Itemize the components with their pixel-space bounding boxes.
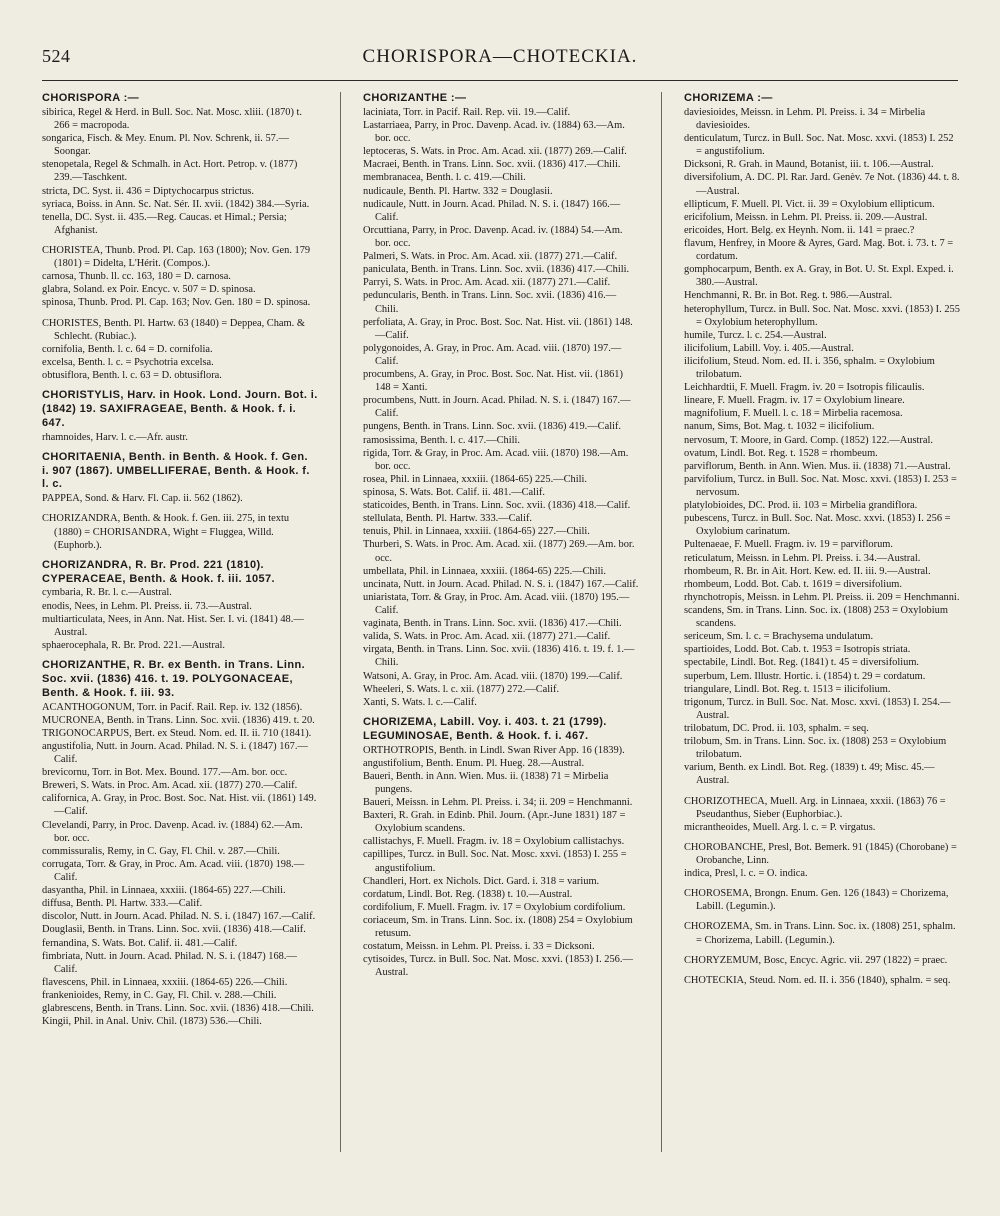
species-entry: rhombeum, R. Br. in Ait. Hort. Kew. ed. II. iii. 9.—Austral. xyxy=(684,565,931,577)
genus-section xyxy=(42,244,318,310)
species-entry: peduncularis, Benth. in Trans. Linn. Soc. xvii. (1836) 416.—Chili. xyxy=(363,290,617,315)
species-entry: CHOROSEMA, Brongn. Enum. Gen. 126 (1843) = Chorizema, Labill. (Legumin.). xyxy=(684,888,949,913)
species-entry: diversifolium, A. DC. Pl. Rar. Jard. Genèv. 7e Not. (1836) 44. t. 8.—Austral. xyxy=(684,172,960,197)
species-entry: polygonoides, A. Gray, in Proc. Am. Acad. viii. (1870) 197.—Calif. xyxy=(363,342,622,367)
genus-section xyxy=(684,974,960,987)
species-entry: ramosissima, Benth. l. c. 417.—Chili. xyxy=(363,434,521,446)
species-entry: sphaerocephala, R. Br. Prod. 221.—Austral. xyxy=(42,639,225,651)
species-entry: CHORISTEA, Thunb. Prod. Pl. Cap. 163 (1800); Nov. Gen. 179 (1801) = Didelta, L'Hérit. (Compos.). xyxy=(42,244,311,270)
genus-section xyxy=(42,559,318,652)
species-entry: flavescens, Phil. in Linnaea, xxxiii. (1864-65) 226.—Chili. xyxy=(42,976,288,988)
species-entry: spartioides, Lodd. Bot. Cab. t. 1953 = Isotropis striata. xyxy=(684,644,911,656)
species-entry: angustifolium, Benth. Enum. Pl. Hueg. 28.—Austral. xyxy=(363,757,585,769)
species-entry: leptoceras, S. Wats. in Proc. Am. Acad. xii. (1877) 269.—Calif. xyxy=(363,146,627,158)
species-entry: procumbens, A. Gray, in Proc. Bost. Soc. Nat. Hist. vii. (1861) 148 = Xanti. xyxy=(363,369,623,394)
species-entry: Dicksoni, R. Grah. in Maund, Botanist, iii. t. 106.—Austral. xyxy=(684,159,934,171)
species-entry: pungens, Benth. in Trans. Linn. Soc. xvii. (1836) 419.—Calif. xyxy=(363,421,622,433)
species-entry: spectabile, Lindl. Bot. Reg. (1841) t. 45 = diversifolium. xyxy=(684,657,919,669)
species-entry: trilobum, Sm. in Trans. Linn. Soc. ix. (1808) 253 = Oxylobium trilobatum. xyxy=(684,736,947,761)
species-entry: Macraei, Benth. in Trans. Linn. Soc. xvii. (1836) 417.—Chili. xyxy=(363,159,621,171)
species-entry: rigida, Torr. & Gray, in Proc. Am. Acad. viii. (1870) 198.—Am. bor. occ. xyxy=(363,447,629,472)
species-entry: tenuis, Phil. in Linnaea, xxxiii. (1864-65) 227.—Chili. xyxy=(363,526,590,538)
species-entry: ellipticum, F. Muell. Pl. Vict. ii. 39 = Oxylobium ellipticum. xyxy=(684,198,935,210)
genus-section xyxy=(684,841,960,880)
genus-heading: CHORISTYLIS, Harv. in Hook. Lond. Journ. Bot. i. (1842) 19. SAXIFRAGEAE, Benth. & Hook. f. i. 647. xyxy=(42,389,318,429)
species-entry: staticoides, Benth. in Trans. Linn. Soc. xvii. (1836) 418.—Calif. xyxy=(363,500,631,512)
column-3 xyxy=(684,92,960,1152)
species-entry: daviesioides, Meissn. in Lehm. Pl. Preiss. i. 34 = Mirbelia daviesioides. xyxy=(684,106,926,131)
species-entry: sibirica, Regel & Herd. in Bull. Soc. Nat. Mosc. xliii. (1870) t. 266 = macropoda. xyxy=(42,106,303,131)
species-entry: cornifolia, Benth. l. c. 64 = D. cornifolia. xyxy=(42,343,213,355)
species-entry: scandens, Sm. in Trans. Linn. Soc. ix. (1808) 253 = Oxylobium scandens. xyxy=(684,605,948,630)
species-entry: nanum, Sims, Bot. Mag. t. 1032 = ilicifolium. xyxy=(684,421,875,433)
species-entry: glabra, Soland. ex Poir. Encyc. v. 507 = D. spinosa. xyxy=(42,284,256,296)
species-entry: cordatum, Lindl. Bot. Reg. (1838) t. 10.—Austral. xyxy=(363,888,573,900)
species-entry: Kingii, Phil. in Anal. Univ. Chil. (1873) 536.—Chili. xyxy=(42,1016,262,1028)
header-rule xyxy=(42,80,958,81)
column-divider xyxy=(340,92,341,1152)
column-2 xyxy=(363,92,639,1152)
species-entry: cymbaria, R. Br. l. c.—Austral. xyxy=(42,587,172,599)
genus-section xyxy=(42,451,318,506)
species-entry: stellulata, Benth. Pl. Hartw. 333.—Calif. xyxy=(363,513,533,525)
species-entry: uncinata, Nutt. in Journ. Acad. Philad. N. S. i. (1847) 167.—Calif. xyxy=(363,578,639,590)
genus-section xyxy=(42,317,318,383)
columns-container xyxy=(42,92,960,1152)
species-entry: magnifolium, F. Muell. l. c. 18 = Mirbelia racemosa. xyxy=(684,408,903,420)
species-entry: Thurberi, S. Wats. in Proc. Am. Acad. xii. (1877) 269.—Am. bor. occ. xyxy=(363,539,635,564)
species-entry: varium, Benth. ex Lindl. Bot. Reg. (1839) t. 49; Misc. 45.—Austral. xyxy=(684,762,935,787)
species-entry: ilicifolium, Labill. Voy. i. 405.—Austral. xyxy=(684,342,854,354)
species-entry: ilicifolium, Steud. Nom. ed. II. i. 356, sphalm. = Oxylobium trilobatum. xyxy=(684,355,935,381)
species-entry: vaginata, Benth. in Trans. Linn. Soc. xvii. (1836) 417.—Chili. xyxy=(363,618,622,630)
species-entry: micrantheoides, Muell. Arg. l. c. = P. virgatus. xyxy=(684,821,876,833)
species-entry: ericifolium, Meissn. in Lehm. Pl. Preiss. ii. 209.—Austral. xyxy=(684,211,928,223)
species-entry: songarica, Fisch. & Mey. Enum. Pl. Nov. Schrenk, ii. 57.—Soongar. xyxy=(42,133,289,158)
species-entry: ovatum, Lindl. Bot. Reg. t. 1528 = rhombeum. xyxy=(684,447,878,459)
species-entry: commissuralis, Remy, in C. Gay, Fl. Chil. v. 287.—Chili. xyxy=(42,845,280,857)
genus-section xyxy=(684,920,960,946)
species-entry: Baxteri, R. Grah. in Edinb. Phil. Journ. (Apr.-June 1831) 187 = Oxylobium scandens. xyxy=(363,810,626,835)
species-entry: Clevelandi, Parry, in Proc. Davenp. Acad. iv. (1884) 62.—Am. bor. occ. xyxy=(42,819,303,844)
genus-heading: CHORIZEMA, Labill. Voy. i. 403. t. 21 (1799). LEGUMINOSAE, Benth. & Hook. f. i. 467. xyxy=(363,715,607,742)
species-entry: umbellata, Phil. in Linnaea, xxxiii. (1864-65) 225.—Chili. xyxy=(363,565,606,577)
species-entry: corrugata, Torr. & Gray, in Proc. Am. Acad. viii. (1870) 198.—Calif. xyxy=(42,858,305,884)
species-entry: CHOROZEMA, Sm. in Trans. Linn. Soc. ix. (1808) 251, sphalm. = Chorizema, Labill. (Legumin.). xyxy=(684,921,956,946)
page-number: 524 xyxy=(42,46,71,66)
species-entry: multiarticulata, Nees, in Ann. Nat. Hist. Ser. I. vi. (1841) 48.—Austral. xyxy=(42,613,304,638)
genus-section xyxy=(363,92,639,709)
species-entry: ericoides, Hort. Belg. ex Heynh. Nom. ii. 141 = praec.? xyxy=(684,224,915,236)
species-entry: sericeum, Sm. l. c. = Brachysema undulatum. xyxy=(684,631,874,643)
species-entry: nudicaule, Benth. Pl. Hartw. 332 = Douglasii. xyxy=(363,185,553,197)
species-entry: capillipes, Turcz. in Bull. Soc. Nat. Mosc. xxvi. (1853) I. 255 = angustifolium. xyxy=(363,849,627,874)
species-entry: membranacea, Benth. l. c. 419.—Chili. xyxy=(363,172,526,184)
species-entry: reticulatum, Meissn. in Lehm. Pl. Preiss. i. 34.—Austral. xyxy=(684,552,921,564)
species-entry: Watsoni, A. Gray, in Proc. Am. Acad. viii. (1870) 199.—Calif. xyxy=(363,670,623,682)
species-entry: Baueri, Meissn. in Lehm. Pl. Preiss. i. 34; ii. 209 = Henchmanni. xyxy=(363,797,633,809)
species-entry: paniculata, Benth. in Trans. Linn. Soc. xvii. (1836) 417.—Chili. xyxy=(363,264,630,276)
species-entry: superbum, Lem. Illustr. Hortic. i. (1854) t. 29 = cordatum. xyxy=(684,670,926,682)
species-entry: stricta, DC. Syst. ii. 436 = Diptychocarpus strictus. xyxy=(42,185,254,197)
species-entry: Lastarriaea, Parry, in Proc. Davenp. Acad. iv. (1884) 63.—Am. bor. occ. xyxy=(363,119,625,145)
genus-heading: CHORIZANTHE :— xyxy=(363,92,467,104)
species-entry: PAPPEA, Sond. & Harv. Fl. Cap. ii. 562 (1862). xyxy=(42,493,243,505)
species-entry: glabrescens, Benth. in Trans. Linn. Soc. xvii. (1836) 418.—Chili. xyxy=(42,1003,314,1015)
species-entry: dasyantha, Phil. in Linnaea, xxxiii. (1864-65) 227.—Chili. xyxy=(42,885,286,897)
species-entry: ACANTHOGONUM, Torr. in Pacif. Rail. Rep. iv. 132 (1856). xyxy=(42,701,303,713)
genus-heading: CHORITAENIA, Benth. in Benth. & Hook. f. Gen. i. 907 (1867). UMBELLIFERAE, Benth. & Hook. f. l. c. xyxy=(42,450,310,491)
species-entry: enodis, Nees, in Lehm. Pl. Preiss. ii. 73.—Austral. xyxy=(42,600,252,612)
species-entry: laciniata, Torr. in Pacif. Rail. Rep. vii. 19.—Calif. xyxy=(363,106,571,118)
species-entry: Henchmanni, R. Br. in Bot. Reg. t. 986.—Austral. xyxy=(684,290,893,302)
species-entry: Pultenaeae, F. Muell. Fragm. iv. 19 = parviflorum. xyxy=(684,539,893,551)
species-entry: ORTHOTROPIS, Benth. in Lindl. Swan River App. 16 (1839). xyxy=(363,744,625,756)
species-entry: perfoliata, A. Gray, in Proc. Bost. Soc. Nat. Hist. vii. (1861) 148.—Calif. xyxy=(363,316,633,341)
species-entry: excelsa, Benth. l. c. = Psychotria excelsa. xyxy=(42,356,214,368)
species-entry: Palmeri, S. Wats. in Proc. Am. Acad. xii. (1877) 271.—Calif. xyxy=(363,251,618,263)
species-entry: Leichhardtii, F. Muell. Fragm. iv. 20 = Isotropis filicaulis. xyxy=(684,382,925,394)
species-entry: CHORISTES, Benth. Pl. Hartw. 63 (1840) = Deppea, Cham. & Schlecht. (Rubiac.). xyxy=(42,317,305,342)
species-entry: pubescens, Turcz. in Bull. Soc. Nat. Mosc. xxvi. (1853) I. 256 = Oxylobium carinatum. xyxy=(684,513,951,538)
species-entry: Chandleri, Hort. ex Nichols. Dict. Gard. i. 318 = varium. xyxy=(363,875,600,887)
species-entry: coriaceum, Sm. in Trans. Linn. Soc. ix. (1808) 254 = Oxylobium retusum. xyxy=(363,915,633,940)
species-entry: CHORYZEMUM, Bosc, Encyc. Agric. vii. 297 (1822) = praec. xyxy=(684,954,948,966)
species-entry: Xanti, S. Wats. l. c.—Calif. xyxy=(363,696,477,708)
species-entry: cordifolium, F. Muell. Fragm. iv. 17 = Oxylobium cordifolium. xyxy=(363,901,626,913)
species-entry: Orcuttiana, Parry, in Proc. Davenp. Acad. iv. (1884) 54.—Am. bor. occ. xyxy=(363,224,623,249)
genus-section xyxy=(42,389,318,444)
species-entry: Baueri, Benth. in Ann. Wien. Mus. ii. (1838) 71 = Mirbelia pungens. xyxy=(363,770,609,795)
species-entry: nervosum, T. Moore, in Gard. Comp. (1852) 122.—Austral. xyxy=(684,434,933,446)
species-entry: Breweri, S. Wats. in Proc. Am. Acad. xii. (1877) 270.—Calif. xyxy=(42,780,298,792)
genus-section xyxy=(42,659,318,1028)
genus-section xyxy=(684,887,960,913)
species-entry: tenella, DC. Syst. ii. 435.—Reg. Caucas. et Himal.; Persia; Afghanist. xyxy=(42,211,287,236)
species-entry: rhamnoides, Harv. l. c.—Afr. austr. xyxy=(42,431,188,443)
column-divider xyxy=(661,92,662,1152)
species-entry: valida, S. Wats. in Proc. Am. Acad. xii. (1877) 271.—Calif. xyxy=(363,631,611,643)
species-entry: CHORIZOTHECA, Muell. Arg. in Linnaea, xxxii. (1863) 76 = Pseudanthus, Sieber (Euphorbiac.). xyxy=(684,795,946,820)
species-entry: Parryi, S. Wats. in Proc. Am. Acad. xii. (1877) 271.—Calif. xyxy=(363,277,611,289)
species-entry: lineare, F. Muell. Fragm. iv. 17 = Oxylobium lineare. xyxy=(684,395,905,407)
species-entry: gomphocarpum, Benth. ex A. Gray, in Bot. U. St. Expl. Exped. i. 380.—Austral. xyxy=(684,264,954,289)
species-entry: costatum, Meissn. in Lehm. Pl. Preiss. i. 33 = Dicksoni. xyxy=(363,941,595,953)
species-entry: fernandina, S. Wats. Bot. Calif. ii. 481.—Calif. xyxy=(42,937,238,949)
species-entry: stenopetala, Regel & Schmalh. in Act. Hort. Petrop. v. (1877) 239.—Taschkent. xyxy=(42,159,298,184)
species-entry: syriaca, Boiss. in Ann. Sc. Nat. Sér. II. xvii. (1842) 384.—Syria. xyxy=(42,198,310,210)
species-entry: callistachys, F. Muell. Fragm. iv. 18 = Oxylobium callistachys. xyxy=(363,836,625,848)
species-entry: frankenioides, Remy, in C. Gay, Fl. Chil. v. 288.—Chili. xyxy=(42,990,277,1001)
species-entry: TRIGONOCARPUS, Bert. ex Steud. Nom. ed. II. ii. 710 (1841). xyxy=(42,727,312,739)
species-entry: diffusa, Benth. Pl. Hartw. 333.—Calif. xyxy=(42,898,203,910)
species-entry: rosea, Phil. in Linnaea, xxxiii. (1864-65) 225.—Chili. xyxy=(363,473,587,485)
genus-heading: CHORIZEMA :— xyxy=(684,92,773,104)
genus-heading: CHORIZANTHE, R. Br. ex Benth. in Trans. Linn. Soc. xvii. (1836) 416. t. 19. POLYGONACEAE, Benth. & Hook. f. iii. 93. xyxy=(42,659,306,699)
species-entry: brevicornu, Torr. in Bot. Mex. Bound. 177.—Am. bor. occ. xyxy=(42,767,288,779)
species-entry: californica, A. Gray, in Proc. Bost. Soc. Nat. Hist. vii. (1861) 149.—Calif. xyxy=(42,793,317,818)
genus-heading: CHORIZANDRA, R. Br. Prod. 221 (1810). CYPERACEAE, Benth. & Hook. f. iii. 1057. xyxy=(42,558,275,585)
species-entry: rhombeum, Lodd. Bot. Cab. t. 1619 = diversifolium. xyxy=(684,578,902,590)
species-entry: spinosa, S. Wats. Bot. Calif. ii. 481.—Calif. xyxy=(363,487,545,499)
species-entry: uniaristata, Torr. & Gray, in Proc. Am. Acad. viii. (1870) 195.—Calif. xyxy=(363,591,630,617)
species-entry: flavum, Henfrey, in Moore & Ayres, Gard. Mag. Bot. i. 73. t. 7 = cordatum. xyxy=(684,237,954,263)
species-entry: trigonum, Turcz. in Bull. Soc. Nat. Mosc. xxvi. (1853) I. 254.—Austral. xyxy=(684,696,951,721)
species-entry: denticulatum, Turcz. in Bull. Soc. Nat. Mosc. xxvi. (1853) I. 252 = angustifolium. xyxy=(684,133,954,158)
genus-section xyxy=(42,92,318,237)
genus-heading: CHORISPORA :— xyxy=(42,92,140,104)
species-entry: humile, Turcz. l. c. 254.—Austral. xyxy=(684,329,827,341)
species-entry: heterophyllum, Turcz. in Bull. Soc. Nat. Mosc. xxvi. (1853) I. 255 = Oxylobium heterophyllum. xyxy=(684,303,960,328)
species-entry: cytisoides, Turcz. in Bull. Soc. Nat. Mosc. xxvi. (1853) I. 256.—Austral. xyxy=(363,954,633,979)
species-entry: trilobatum, DC. Prod. ii. 103, sphalm. = seq. xyxy=(684,723,869,734)
species-entry: platylobioides, DC. Prod. ii. 103 = Mirbelia grandiflora. xyxy=(684,500,918,512)
genus-section xyxy=(684,92,960,788)
running-head: CHORISPORA—CHOTECKIA. xyxy=(362,46,638,67)
species-entry: angustifolia, Nutt. in Journ. Acad. Philad. N. S. i. (1847) 167.—Calif. xyxy=(42,740,308,766)
species-entry: rhynchotropis, Meissn. in Lehm. Pl. Preiss. ii. 209 = Henchmanni. xyxy=(684,591,960,603)
genus-section xyxy=(363,716,639,980)
genus-section xyxy=(684,795,960,834)
species-entry: CHOROBANCHE, Presl, Bot. Bemerk. 91 (1845) (Chorobane) = Orobanche, Linn. xyxy=(684,841,957,866)
species-entry: Douglasii, Benth. in Trans. Linn. Soc. xvii. (1836) 418.—Calif. xyxy=(42,924,306,936)
species-entry: virgata, Benth. in Trans. Linn. Soc. xvii. (1836) 416. t. 19. f. 1.—Chili. xyxy=(363,644,635,669)
species-entry: discolor, Nutt. in Journ. Acad. Philad. N. S. i. (1847) 167.—Calif. xyxy=(42,911,316,923)
species-entry: obtusiflora, Benth. l. c. 63 = D. obtusiflora. xyxy=(42,369,222,381)
species-entry: spinosa, Thunb. Prod. Pl. Cap. 163; Nov. Gen. 180 = D. spinosa. xyxy=(42,297,311,309)
species-entry: procumbens, Nutt. in Journ. Acad. Philad. N. S. i. (1847) 167.—Calif. xyxy=(363,395,631,420)
species-entry: fimbriata, Nutt. in Journ. Acad. Philad. N. S. i. (1847) 168.—Calif. xyxy=(42,950,297,975)
genus-section xyxy=(42,512,318,551)
column-1 xyxy=(42,92,318,1152)
species-entry: Wheeleri, S. Wats. l. c. xii. (1877) 272.—Calif. xyxy=(363,683,560,695)
species-entry: triangulare, Lindl. Bot. Reg. t. 1513 = ilicifolium. xyxy=(684,683,891,695)
species-entry: nudicaule, Nutt. in Journ. Acad. Philad. N. S. i. (1847) 166.—Calif. xyxy=(363,198,621,223)
species-entry: parvifolium, Turcz. in Bull. Soc. Nat. Mosc. xxvi. (1853) I. 253 = nervosum. xyxy=(684,473,957,499)
species-entry: MUCRONEA, Benth. in Trans. Linn. Soc. xvii. (1836) 419. t. 20. xyxy=(42,714,315,726)
species-entry: CHOTECKIA, Steud. Nom. ed. II. i. 356 (1840), sphalm. = seq. xyxy=(684,974,951,986)
species-entry: CHORIZANDRA, Benth. & Hook. f. Gen. iii. 275, in textu (1880) = CHORISANDRA, Wight = Fluggea, Willd. (Euphorb.). xyxy=(42,513,290,551)
species-entry: carnosa, Thunb. ll. cc. 163, 180 = D. carnosa. xyxy=(42,271,231,283)
species-entry: indica, Presl, l. c. = O. indica. xyxy=(684,868,808,880)
genus-section xyxy=(684,954,960,967)
species-entry: parviflorum, Benth. in Ann. Wien. Mus. ii. (1838) 71.—Austral. xyxy=(684,460,951,472)
